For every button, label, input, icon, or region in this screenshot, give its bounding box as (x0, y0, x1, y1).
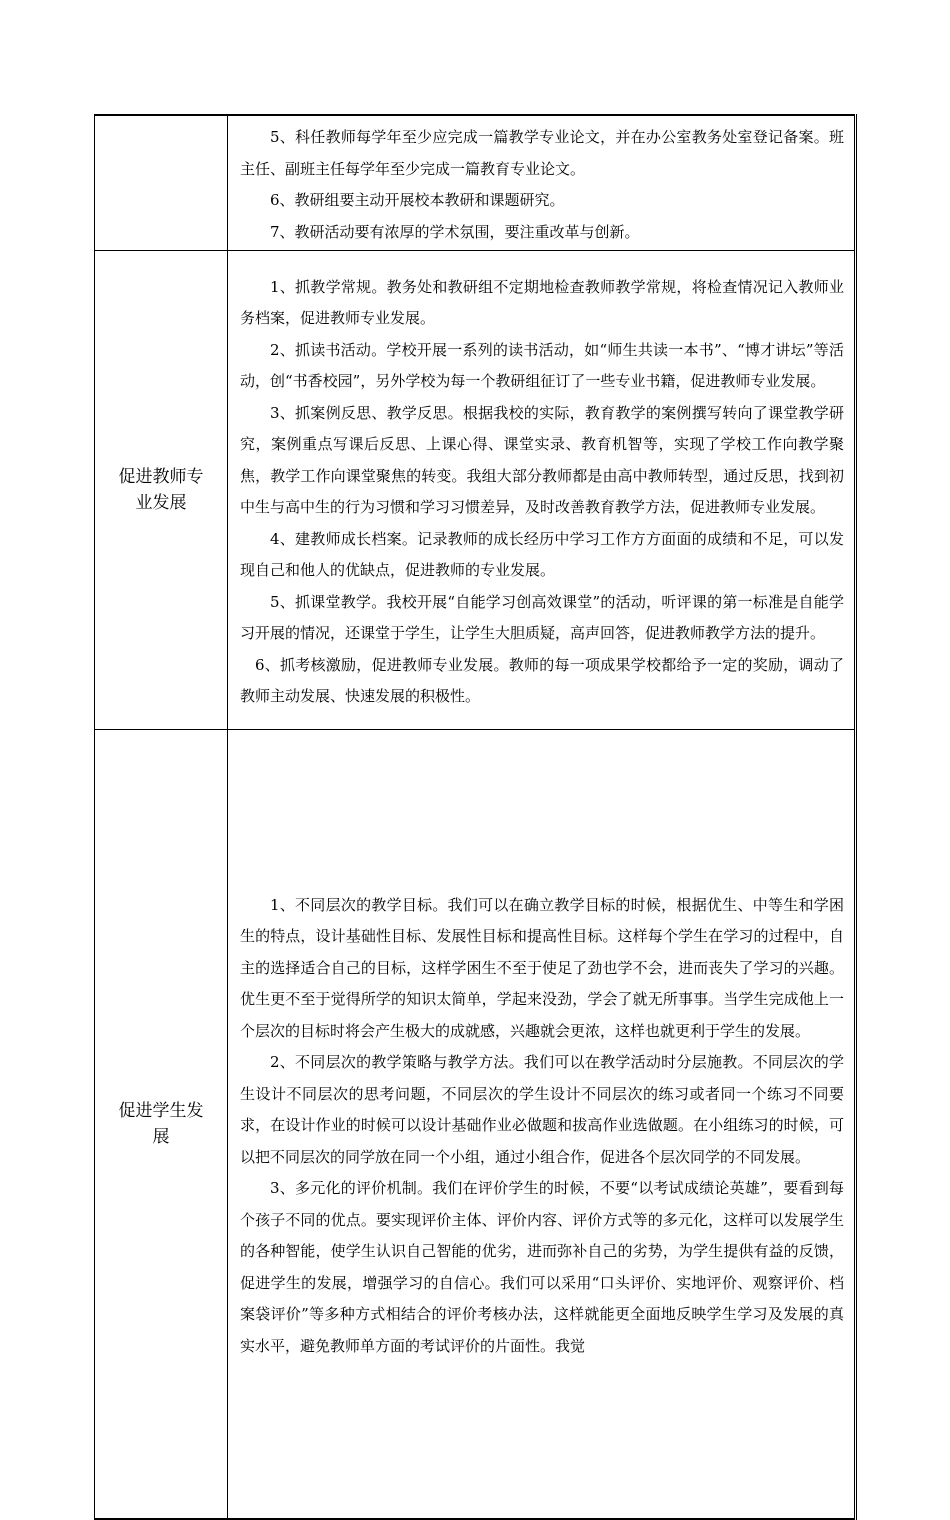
table-row (95, 115, 856, 251)
table-row (95, 730, 856, 1520)
row-label: 促进学生发展 (118, 1101, 204, 1147)
paragraph: 1、抓教学常规。教务处和教研组不定期地检查教师教学常规，将检查情况记入教师业务档案，促进教师专业发展。 (240, 277, 844, 327)
paragraph: 3、多元化的评价机制。我们在评价学生的时候，不要“以考试成绩论英雄”，要看到每个孩子不同的优点。要实现评价主体、评价内容、评价方式等的多元化，这样可以发展学生的各种智能，使学生认识自己智能的优劣，进而弥补自己的劣势，为学生提供有益的反馈，促进学生的发展，增强学习的自信心。我们可以采用“口头评价、实地评价、观察评价、档案袋评价”等多种方式相结合的评价考核办法，这样就能更全面地反映学生学习及发展的真实水平，避免教师单方面的考试评价的片面性。我觉 (240, 1179, 844, 1355)
paragraph: 5、抓课堂教学。我校开展“自能学习创高效课堂”的活动，听评课的第一标准是自能学习开展的情况，还课堂于学生，让学生大胆质疑，高声回答，促进教师教学方法的提升。 (240, 592, 844, 642)
row-content-cell (228, 251, 856, 730)
row-label-cell (95, 251, 228, 730)
paragraph: 5、科任教师每学年至少应完成一篇教学专业论文，并在办公室教务处室登记备案。班主任、副班主任每学年至少完成一篇教育专业论文。 (240, 128, 844, 178)
paragraph: 2、抓读书活动。学校开展一系列的读书活动，如“师生共读一本书”、“博才讲坛”等活动，创“书香校园”，另外学校为每一个教研组征订了一些专业书籍，促进教师专业发展。 (240, 340, 844, 390)
row-content-cell (228, 730, 856, 1520)
row-label: 促进教师专业发展 (118, 467, 204, 513)
table-row (95, 251, 856, 730)
row-label-cell (95, 730, 228, 1520)
row-label-cell (95, 115, 228, 251)
paragraph: 6、抓考核激励，促进教师专业发展。教师的每一项成果学校都给予一定的奖励，调动了教师主动发展、快速发展的积极性。 (240, 655, 844, 705)
paragraph: 6、教研组要主动开展校本教研和课题研究。 (270, 191, 565, 209)
content-table (94, 114, 857, 1520)
paragraph: 4、建教师成长档案。记录教师的成长经历中学习工作方方面面的成绩和不足，可以发现自己和他人的优缺点，促进教师的专业发展。 (240, 529, 844, 579)
paragraph: 3、抓案例反思、教学反思。根据我校的实际，教育教学的案例撰写转向了课堂教学研究，案例重点写课后反思、上课心得、课堂实录、教育机智等，实现了学校工作向教学聚焦，教学工作向课堂聚焦的转变。我组大部分教师都是由高中教师转型，通过反思，找到初中生与高中生的行为习惯和学习习惯差异，及时改善教育教学方法，促进教师专业发展。 (240, 403, 844, 516)
row-content-cell (228, 115, 856, 251)
paragraph: 2、不同层次的教学策略与教学方法。我们可以在教学活动时分层施教。不同层次的学生设计不同层次的思考问题，不同层次的学生设计不同层次的练习或者同一个练习不同要求，在设计作业的时候可以设计基础作业必做题和拔高作业选做题。在小组练习的时候，可以把不同层次的同学放在同一个小组，通过小组合作，促进各个层次同学的不同发展。 (240, 1053, 844, 1166)
paragraph: 7、教研活动要有浓厚的学术氛围，要注重改革与创新。 (270, 222, 640, 241)
paragraph: 1、不同层次的教学目标。我们可以在确立教学目标的时候，根据优生、中等生和学困生的特点，设计基础性目标、发展性目标和提高性目标。这样每个学生在学习的过程中，自主的选择适合自己的目标，这样学困生不至于使足了劲也学不会，进而丧失了学习的兴趣。优生更不至于觉得所学的知识太简单，学起来没劲，学会了就无所事事。当学生完成他上一个层次的目标时将会产生极大的成就感，兴趣就会更浓，这样也就更利于学生的发展。 (240, 895, 844, 1040)
